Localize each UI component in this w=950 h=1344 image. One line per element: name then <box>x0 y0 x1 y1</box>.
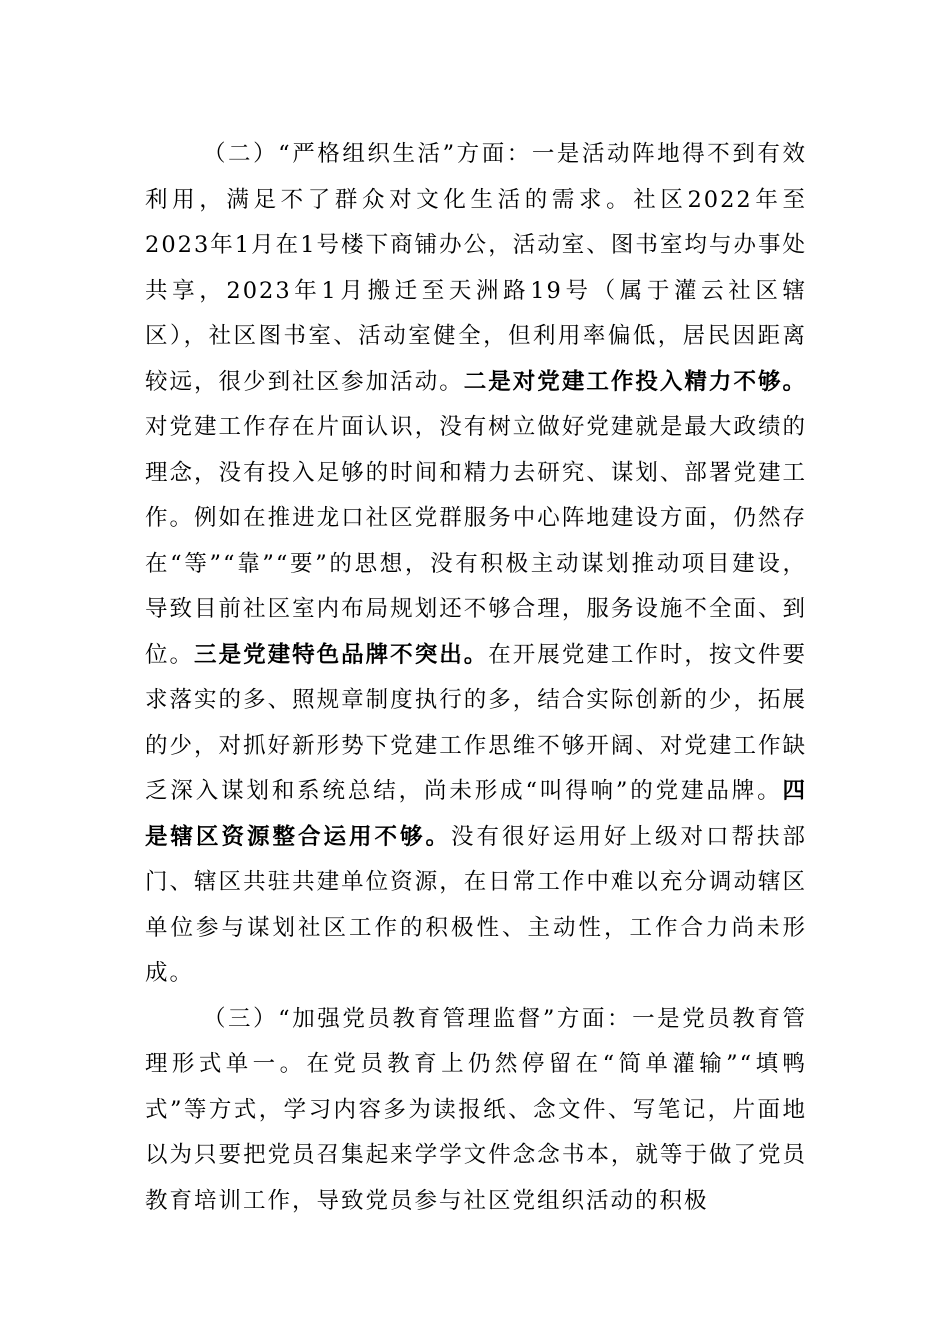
document-page <box>145 132 807 1224</box>
text-run: （二）“严格组织生活”方面：一是活动阵地得不到有效利用，满足不了群众对文化生活的需求。社区2022年至2023年1月在1号楼下商铺办公，活动室、图书室均与办事处共享，2023年1月搬迁至天洲路19号（属于灌云社区辖区），社区图书室、活动室健全，但利用率偏低，居民因距离较远，很少到社区参加活动。 <box>145 141 807 395</box>
text-run: 没有很好运用好上级对口帮扶部门、辖区共驻共建单位资源，在日常工作中难以充分调动辖区单位参与谋划社区工作的积极性、主动性，工作合力尚未形成。 <box>145 823 807 986</box>
text-run: （三）“加强党员教育管理监督”方面：一是党员教育管理形式单一。在党员教育上仍然停留在“简单灌输”“填鸭式”等方式，学习内容多为读报纸、念文件、写笔记，片面地以为只要把党员召集起来学学文件念念书本，就等于做了党员教育培训工作，导致党员参与社区党组织活动的积极 <box>145 1005 807 1214</box>
bold-heading-run: 三是党建特色品牌不突出。 <box>194 641 489 668</box>
bold-heading-run: 四是辖区资源整合运用不够。 <box>145 778 807 850</box>
bold-heading-run: 二是对党建工作投入精力不够。 <box>463 368 807 395</box>
paragraph-party-life <box>145 132 807 997</box>
text-run: 对党建工作存在片面认识，没有树立做好党建就是最大政绩的理念，没有投入足够的时间和精力去研究、谋划、部署党建工作。例如在推进龙口社区党群服务中心阵地建设方面，仍然存在“等”“靠”“要”的思想，没有积极主动谋划推动项目建设，导致目前社区室内布局规划还不够合理，服务设施不全面、到位。 <box>145 414 807 668</box>
paragraph-member-education <box>145 997 807 1225</box>
text-run: 在开展党建工作时，按文件要求落实的多、照规章制度执行的多，结合实际创新的少，拓展的少，对抓好新形势下党建工作思维不够开阔、对党建工作缺乏深入谋划和系统总结，尚未形成“叫得响”的党建品牌。 <box>145 641 807 804</box>
